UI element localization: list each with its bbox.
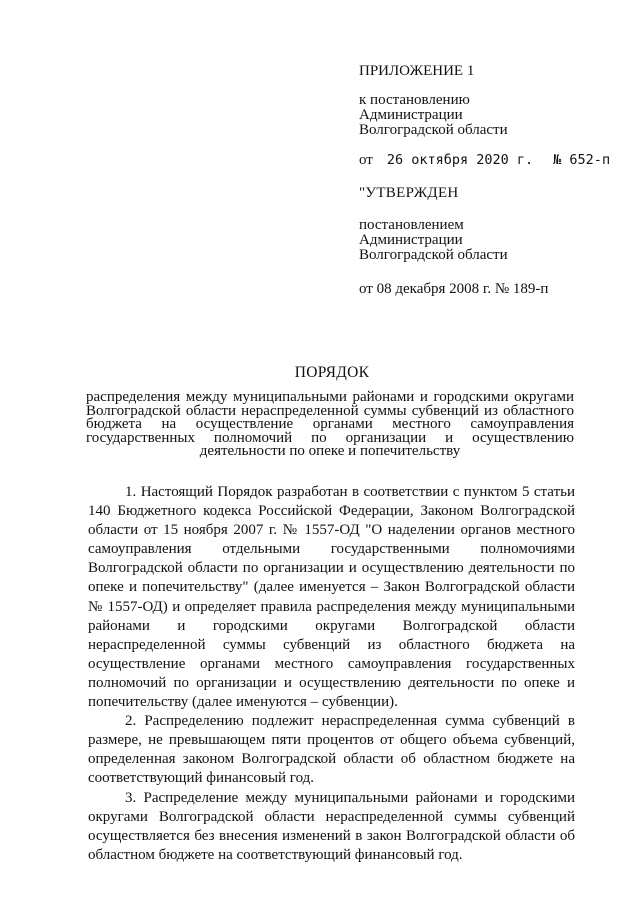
handwritten-number: № 652-п bbox=[553, 152, 611, 168]
resolution-line: к постановлению bbox=[359, 92, 470, 108]
document-title-block bbox=[86, 364, 574, 459]
resolution-line: Администрации bbox=[359, 107, 463, 123]
subtitle-line: государственных полномочий по организации и осуществлению bbox=[86, 429, 574, 446]
approved-by-line: Администрации bbox=[359, 232, 463, 248]
paragraph: 1. Настоящий Порядок разработан в соответствии с пунктом 5 статьи 140 Бюджетного кодекса Российской Федерации, Законом Волгоградской области от 15 ноября 2007 г. № 1557-ОД "О наделении органов местного самоуправления отдельными государственными полномочиями Волгоградской области по организации и осуществлению деятельности по опеке и попечительству" (далее именуется – Закон Волгоградской области № 1557-ОД) и определяет правила распределения между муниципальными районами и городскими округами Волгоградской области нераспределенной суммы субвенций из областного бюджета на осуществление органами местного самоуправления государственных полномочий по организации и осуществлению деятельности по опеке и попечительству (далее именуются – субвенции). bbox=[88, 484, 575, 711]
subtitle-line: бюджета на осуществление органами местного самоуправления bbox=[86, 416, 574, 432]
document-subtitle bbox=[86, 391, 574, 459]
handwritten-date: 26 октября 2020 г. bbox=[386, 152, 534, 168]
paragraph: 2. Распределению подлежит нераспределенная сумма субвенций в размере, не превышающем пяти процентов от общего объема субвенций, определенная законом Волгоградской области об областном бюджете на соответствующий финансовый год. bbox=[88, 713, 575, 787]
subtitle-line: распределения между муниципальными районами и городскими округами bbox=[86, 389, 574, 405]
approved-date: от 08 декабря 2008 г. № 189-п bbox=[359, 281, 549, 297]
approved-by-line: постановлением bbox=[359, 217, 464, 233]
subtitle-line: Волгоградской области нераспределенной суммы субвенций из областного bbox=[86, 402, 574, 419]
paragraph: 3. Распределение между муниципальными районами и городскими округами Волгоградской области нераспределенной суммы субвенций осуществляется без внесения изменений в закон Волгоградской области об областном бюджете на соответствующий финансовый год. bbox=[88, 789, 575, 863]
approved-by-line: Волгоградской области bbox=[359, 247, 508, 263]
resolution-line: Волгоградской области bbox=[359, 122, 508, 138]
document-title: ПОРЯДОК bbox=[294, 364, 370, 381]
subtitle-line: деятельности по опеке и попечительству bbox=[199, 443, 461, 459]
date-prefix: от bbox=[359, 152, 373, 168]
document-body bbox=[88, 483, 575, 865]
appendix-title: ПРИЛОЖЕНИЕ 1 bbox=[359, 63, 475, 79]
resolution-date-row bbox=[359, 153, 619, 168]
approved-heading: "УТВЕРЖДЕН bbox=[359, 185, 459, 201]
appendix-header bbox=[359, 64, 619, 297]
